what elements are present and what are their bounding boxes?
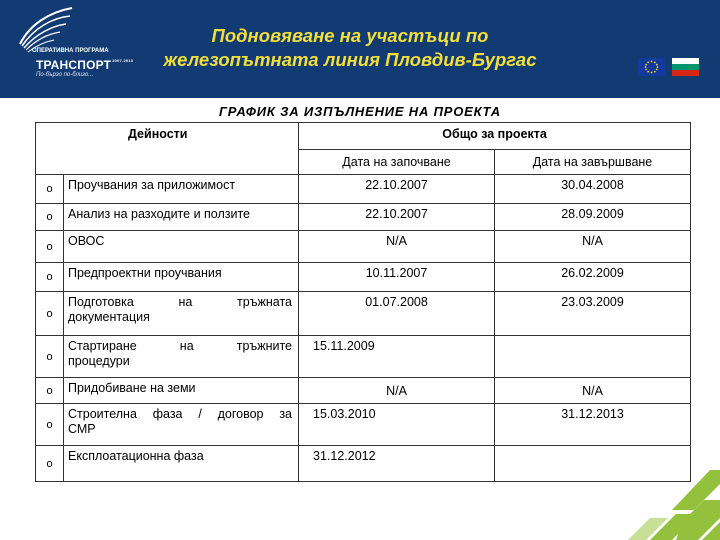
start-date: 15.03.2010 bbox=[299, 404, 495, 446]
table-row bbox=[36, 204, 691, 231]
start-date: 15.11.2009 bbox=[299, 336, 495, 378]
activity-name: Стартиране на тръжните процедури bbox=[64, 336, 299, 378]
logo-programme-text: ОПЕРАТИВНА ПРОГРАМА bbox=[32, 48, 109, 54]
start-date: 10.11.2007 bbox=[299, 263, 495, 292]
start-date: N/A bbox=[299, 378, 495, 404]
table-row bbox=[36, 336, 691, 378]
end-date bbox=[495, 336, 691, 378]
table-row bbox=[36, 404, 691, 446]
header-start-date: Дата на започване bbox=[299, 150, 495, 175]
table-row bbox=[36, 446, 691, 482]
end-date: 31.12.2013 bbox=[495, 404, 691, 446]
start-date: 31.12.2012 bbox=[299, 446, 495, 482]
bullet: o bbox=[36, 263, 64, 292]
activity-name: Експлоатационна фаза bbox=[64, 446, 299, 482]
bullet: o bbox=[36, 404, 64, 446]
start-date: 22.10.2007 bbox=[299, 204, 495, 231]
bullet: o bbox=[36, 231, 64, 263]
end-date: N/A bbox=[495, 231, 691, 263]
start-date: N/A bbox=[299, 231, 495, 263]
end-date: 26.02.2009 bbox=[495, 263, 691, 292]
activity-name: Анализ на разходите и ползите bbox=[64, 204, 299, 231]
activity-name: Придобиване на земи bbox=[64, 378, 299, 404]
bullet: o bbox=[36, 204, 64, 231]
header-banner bbox=[0, 0, 720, 98]
activity-name: Предпроектни проучвания bbox=[64, 263, 299, 292]
activity-name: Проучвания за приложимост bbox=[64, 175, 299, 204]
end-date: 23.03.2009 bbox=[495, 292, 691, 336]
header-end-date: Дата на завършване bbox=[495, 150, 691, 175]
schedule-table bbox=[35, 122, 691, 482]
activity-name: Строителна фаза / договор за СМР bbox=[64, 404, 299, 446]
end-date: N/A bbox=[495, 378, 691, 404]
bullet: o bbox=[36, 175, 64, 204]
end-date: 28.09.2009 bbox=[495, 204, 691, 231]
schedule-heading: ГРАФИК ЗА ИЗПЪЛНЕНИЕ НА ПРОЕКТА bbox=[218, 104, 501, 119]
eu-flag-icon bbox=[638, 58, 665, 76]
header-activities: Дейности bbox=[36, 123, 299, 175]
start-date: 22.10.2007 bbox=[299, 175, 495, 204]
table-row bbox=[36, 175, 691, 204]
end-date: 30.04.2008 bbox=[495, 175, 691, 204]
slide-title: Подновяване на участъци по железопътната линия Пловдив-Бургас bbox=[163, 25, 537, 70]
table-row bbox=[36, 292, 691, 336]
table-row bbox=[36, 378, 691, 404]
logo-slogan: По-бързо по-близо... bbox=[36, 72, 94, 78]
table-row bbox=[36, 263, 691, 292]
bullet: o bbox=[36, 446, 64, 482]
header-total: Общо за проекта bbox=[299, 123, 691, 150]
bullet: o bbox=[36, 378, 64, 404]
bullet: o bbox=[36, 336, 64, 378]
start-date: 01.07.2008 bbox=[299, 292, 495, 336]
logo-transport-text: $ТРАНСПОРТ^{2007-2013}$ bbox=[36, 58, 134, 72]
corner-stripes-decoration bbox=[610, 470, 720, 540]
bulgaria-flag-icon bbox=[672, 58, 699, 76]
bullet: o bbox=[36, 292, 64, 336]
activity-name: Подготовка на тръжната документация bbox=[64, 292, 299, 336]
activity-name: ОВОС bbox=[64, 231, 299, 263]
table-row bbox=[36, 231, 691, 263]
